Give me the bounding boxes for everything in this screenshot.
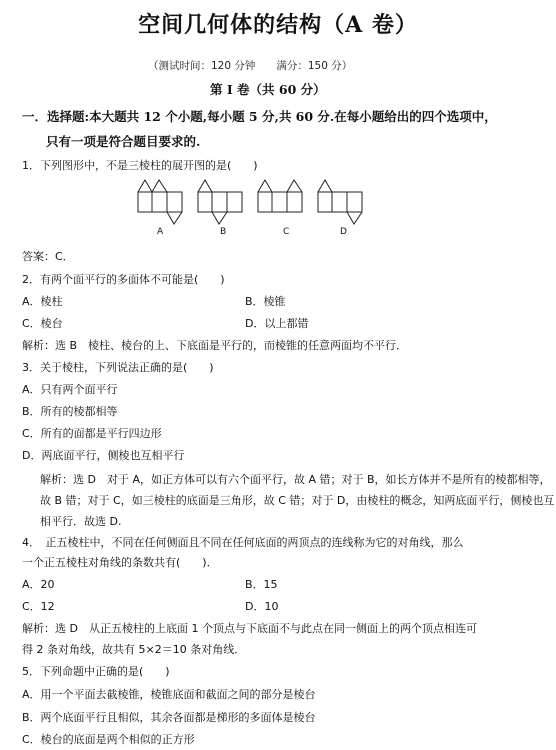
q3-option-d: D．两底面平行，侧棱也互相平行 [22, 449, 185, 462]
question-3: 3．关于棱柱，下列说法正确的是( ) [22, 361, 214, 374]
figure-label-a: A [157, 227, 164, 237]
answer-1: 答案：C． [22, 250, 74, 263]
question-2: 2．有两个面平行的多面体不可能是( ) [22, 273, 225, 286]
q3-option-c: C．所有的面都是平行四边形 [22, 427, 162, 440]
analysis-4-line1: 解析：选 D 从正五棱柱的上底面 1 个顶点与下底面不与此点在同一侧面上的两个顶点相连可 [22, 622, 477, 635]
q3-option-a: A．只有两个面平行 [22, 383, 118, 396]
net-c [258, 180, 302, 212]
page-title: 空间几何体的结构（A 卷） [138, 12, 418, 38]
net-b [198, 180, 242, 224]
q4-option-d: D．10 [245, 600, 279, 613]
question-5: 5．下列命题中正确的是( ) [22, 665, 170, 678]
part-heading: 第 I 卷（共 60 分） [210, 82, 326, 97]
q2-option-b: B．棱锥 [245, 295, 286, 308]
q4-option-c: C．12 [22, 600, 55, 613]
analysis-2: 解析：选 B 棱柱、棱台的上、下底面是平行的，而棱锥的任意两面均不平行． [22, 339, 408, 352]
analysis-3-line1: 解析：选 D 对于 A，如正方体可以有六个面平行，故 A 错；对于 B，如长方体并不是所有的棱都相等， [40, 473, 551, 486]
q4-option-a: A．20 [22, 578, 55, 591]
q5-option-b: B．两个底面平行且相似，其余各面都是梯形的多面体是棱台 [22, 711, 316, 724]
q5-option-a: A．用一个平面去截棱锥，棱锥底面和截面之间的部分是棱台 [22, 688, 316, 701]
figure-label-b: B [220, 227, 227, 237]
net-a [138, 180, 182, 224]
net-d [318, 180, 362, 224]
q3-option-b: B．所有的棱都相等 [22, 405, 118, 418]
analysis-4-line2: 得 2 条对角线，故共有 5×2＝10 条对角线． [22, 643, 246, 656]
section-heading-line1: 一．选择题:本大题共 12 个小题,每小题 5 分,共 60 分.在每小题给出的四个选项中， [22, 109, 497, 124]
prism-nets-figure [136, 176, 372, 244]
q2-option-c: C．棱台 [22, 317, 63, 330]
question-4-line1: 4． 正五棱柱中，不同在任何侧面且不同在任何底面的两顶点的连线称为它的对角线，那么 [22, 536, 464, 549]
q5-option-c: C．棱台的底面是两个相似的正方形 [22, 733, 195, 746]
question-4-line2: 一个正五棱柱对角线的条数共有( )． [22, 556, 218, 569]
section-heading-line2: 只有一项是符合题目要求的. [46, 134, 201, 149]
question-1: 1．下列图形中，不是三棱柱的展开图的是( ) [22, 159, 258, 172]
figure-label-d: D [340, 227, 347, 237]
figure-label-c: C [283, 227, 290, 237]
q2-option-a: A．棱柱 [22, 295, 63, 308]
q2-option-d: D．以上都错 [245, 317, 309, 330]
analysis-3-line2: 故 B 错；对于 C，如三棱柱的底面是三角形，故 C 错；对于 D，由棱柱的概念，知两底面平行，侧棱也互 [40, 494, 555, 507]
q4-option-b: B．15 [245, 578, 278, 591]
test-info: （测试时间：120 分钟 满分：150 分） [148, 60, 353, 72]
analysis-3-line3: 相平行．故选 D. [40, 515, 122, 528]
